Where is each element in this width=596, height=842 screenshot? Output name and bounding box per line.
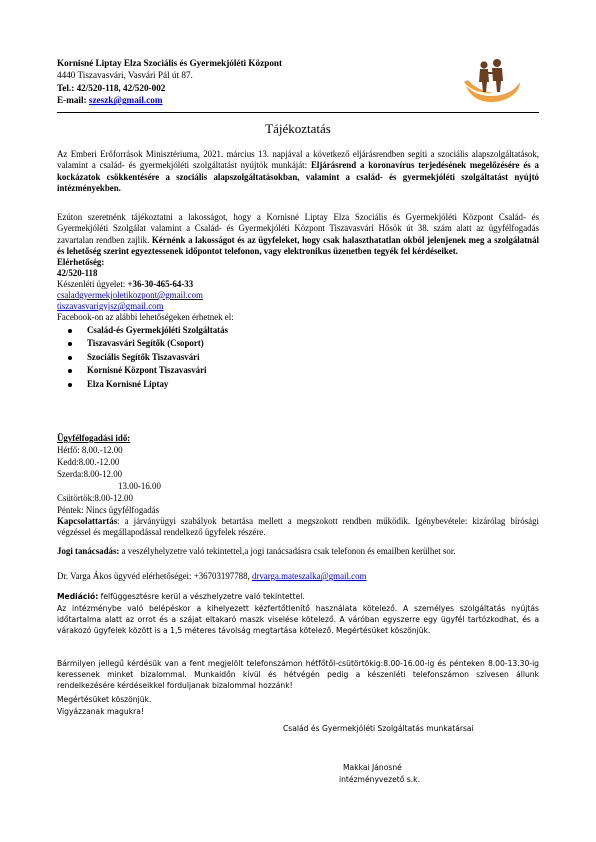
mediation-text: felfüggesztésre kerül a vészhelyzetre való tekintettel. xyxy=(98,592,305,601)
contact-email-2[interactable]: tiszavasvarigyjsz@gmail.com xyxy=(57,301,164,311)
contact-phone: 42/520-118 xyxy=(57,268,98,278)
facebook-page: Szociális Segítők Tiszavasvári xyxy=(87,351,200,362)
duty-phone: +36-30-465-64-33 xyxy=(127,279,194,289)
org-email-link[interactable]: szeszk@gmail.com xyxy=(88,95,163,106)
hours-wednesday: Szerda:8.00-12.00 xyxy=(57,469,123,479)
director-name: Makkai Jánosné xyxy=(343,763,402,772)
intro-paragraph xyxy=(57,149,539,194)
info-text: Ezúton szeretnénk tájékoztatni a lakosságot, hogy a Kornisné Liptay Elza Szociális és Gyermekjóléti Központ Család- és Gyermekjóléti Szolgálat valamint a Család- és Gyermekjóléti Központ Tiszavasvári Hősök út 38. szám alatt az ügyfélfogadás zavartalan rendben zajlik. xyxy=(57,212,539,245)
director-role: intézményvezető s.k. xyxy=(339,775,420,784)
care-line: Vigyázzanak magukra! xyxy=(57,707,144,716)
mediation-label: Mediáció: xyxy=(57,592,99,601)
bullet-icon xyxy=(68,356,72,360)
list-item xyxy=(57,324,228,337)
org-address: 4440 Tiszavasvári, Vasvári Pál út 87. xyxy=(57,70,193,81)
bullet-icon xyxy=(68,383,72,387)
hours-tuesday: Kedd:8.00.-12.00 xyxy=(57,457,120,467)
thanks-line: Megértésüket köszönjük. xyxy=(57,695,152,704)
header-divider xyxy=(57,112,539,113)
contact-keeping-label: Kapcsolattartás xyxy=(57,516,118,526)
legal-paragraph xyxy=(57,546,539,557)
legal-text: a veszélyhelyzetre való tekintettel,a jogi tanácsadásra csak telefonon és emailben kerülhet sor. xyxy=(119,546,456,556)
bullet-icon xyxy=(68,369,72,373)
intro-text: Az Emberi Erőforrások Minisztériuma, 2021. március 13. napjával a következő eljárásrendben segíti a szociális alapszolgáltatások, valamint a család- és gyermekjóléti szolgáltatást nyújtók munkáját: xyxy=(57,149,539,171)
hours-heading: Ügyfélfogadási idő: xyxy=(57,433,131,443)
org-email-line xyxy=(57,94,282,106)
facebook-page: Család-és Gyermekjóléti Szolgáltatás xyxy=(87,325,228,335)
lawyer-email-link[interactable]: drvarga.mateszalka@gmail.com xyxy=(251,571,367,581)
facebook-page: Tiszavasvári Segítők (Csoport) xyxy=(87,338,204,349)
contact-email-1[interactable]: csaladgyermekjoletikozpont@gmail.com xyxy=(57,290,203,300)
org-phone: Tel.: 42/520-118, 42/520-002 xyxy=(57,82,166,93)
bullet-icon xyxy=(68,329,72,333)
facebook-intro: Facebook-on az alábbi lehetőségeken érhetnek el: xyxy=(57,312,234,322)
contact-heading: Elérhetőség: xyxy=(57,257,105,267)
list-item xyxy=(57,378,228,391)
list-item xyxy=(57,337,228,350)
letterhead xyxy=(57,57,282,107)
hours-thursday: Csütörtök:8.00-12.00 xyxy=(57,493,133,503)
contact-keeping-paragraph xyxy=(57,516,539,539)
page-title: Tájékoztatás xyxy=(265,121,331,136)
facebook-list xyxy=(57,324,228,391)
hours-friday: Péntek: Nincs ügyfélfogadás xyxy=(57,505,160,515)
staff-signature: Család és Gyermekjóléti Szolgáltatás munkatársai xyxy=(283,724,474,733)
facebook-page: Kornisné Központ Tiszavasvári xyxy=(87,365,207,376)
duty-label: Készenléti ügyelet: xyxy=(57,279,128,289)
duty-line xyxy=(57,279,193,290)
hours-monday: Hétfő: 8.00.-12.00 xyxy=(57,445,123,455)
legal-label: Jogi tanácsadás: xyxy=(57,546,120,556)
info-bold: Kérnénk a lakosságot és az ügyfeleket, hogy csak halaszthatatlan okból jelenjenek meg a szolgálatnál és lehetőség szerint egyeztessenek időpontot telefonon, vagy elektronikus üzenetben tegyék fel kérdéseiket. xyxy=(57,234,539,256)
lawyer-line xyxy=(57,571,366,582)
contact-keeping-text: : a járványügyi szabályok betartása mellett a megszokott rendben működik. Igénybevétele: kizárólag bírósági végzéssel és megállapodással rendelkező ügyfelek részére. xyxy=(57,516,539,538)
mediation-line xyxy=(57,591,539,602)
list-item xyxy=(57,351,228,364)
bullet-icon xyxy=(68,342,72,346)
facebook-page: Elza Kornisné Liptay xyxy=(87,378,169,389)
info-paragraph xyxy=(57,212,539,257)
org-name: Kornisné Liptay Elza Szociális és Gyermekjóléti Központ xyxy=(57,58,283,68)
org-logo xyxy=(462,56,524,106)
intro-bold: Eljárásrend a koronavírus terjedésének megelőzésére és a kockázatok csökkentésére a szociális alapszolgáltatásokban, valamint a család- és gyermekjóléti szolgáltatást nyújtó intézményekben. xyxy=(57,160,539,193)
hours-wednesday-pm: 13.00-16.00 xyxy=(118,481,161,491)
list-item xyxy=(57,364,228,377)
lawyer-text: Dr. Varga Ákos ügyvéd elérhetőségei: +36703197788, xyxy=(57,571,252,581)
rules-paragraph: Az intézménybe való belépéskor a kihelyezett kézfertőtlenítő használata kötelező. A személyes szolgáltatás nyújtás időtartalma alatt az orrot és a szájat eltakaró maszk viselése kötelező. A váróban egyszerre egy ügyfél tartózkodhat, és a várakozó ügyfelek között is a 1,5 méteres távolság megtartása kötelező. Megértésüket köszönjük. xyxy=(57,604,539,636)
questions-paragraph: Bármilyen jellegű kérdésük van a fent megjelölt telefonszámon hétfőtől-csütörtökig:8.00-16.00-ig és pénteken 8.00-13.30-ig keressenek minket bizalommal. Munkaidőn kívül és hétvégén pedig a készenléti telefonszámon szívesen állunk rendelkezésére kérdéseikkel forduljanak bizalommal hozzánk! xyxy=(57,659,539,691)
email-label: E-mail: xyxy=(57,95,89,106)
